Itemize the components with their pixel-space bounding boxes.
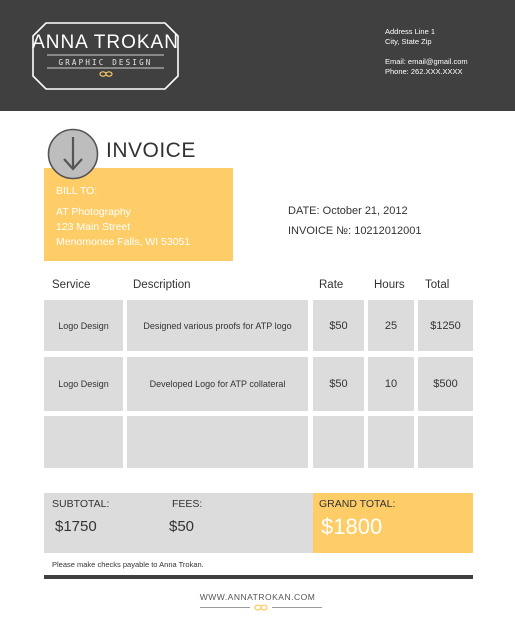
header-service: Service [52, 279, 91, 291]
document-title: INVOICE [106, 139, 196, 162]
row3-hours [368, 416, 414, 468]
header-band [0, 0, 515, 111]
address-line-1: Address Line 1 [385, 27, 436, 36]
invoice-number: INVOICE №: 10212012001 [288, 225, 422, 237]
grand-total-value: $1800 [321, 514, 383, 539]
row2-rate: $50 [313, 357, 364, 411]
logo-name: ANNA TROKAN [32, 32, 179, 53]
bill-to-company: AT Photography [56, 206, 131, 218]
row1-total: $1250 [418, 300, 473, 351]
row2-hours: 10 [368, 357, 414, 411]
row2-service: Logo Design [44, 357, 123, 411]
logo-tagline: GRAPHIC DESIGN [58, 58, 153, 67]
header-rate: Rate [319, 279, 344, 291]
infinity-icon [99, 71, 113, 77]
bill-to-city: Menomonee Falls, WI 53051 [56, 236, 191, 248]
contact-block [385, 27, 468, 77]
infinity-icon [254, 604, 268, 611]
bill-to-panel [44, 168, 233, 261]
website-link[interactable]: WWW.ANNATROKAN.COM [199, 592, 316, 602]
contact-email: Email: email@gmail.com [385, 57, 468, 66]
subtotal-label: SUBTOTAL: [52, 498, 110, 510]
fees-value: $50 [169, 518, 195, 535]
subtotal-value: $1750 [55, 518, 97, 535]
row1-description: Designed various proofs for ATP logo [127, 300, 308, 351]
row2-description: Developed Logo for ATP collateral [127, 357, 308, 411]
row2-total: $500 [418, 357, 473, 411]
row3-service [44, 416, 123, 468]
invoice-date: DATE: October 21, 2012 [288, 205, 408, 217]
footer-line-right [272, 607, 322, 608]
header-description: Description [133, 279, 191, 291]
arrow-down-icon [47, 128, 99, 180]
footer-rule [44, 575, 473, 579]
row3-description [127, 416, 308, 468]
address-line-2: City, State Zip [385, 37, 432, 46]
fees-label: FEES: [172, 498, 203, 510]
grand-total-label: GRAND TOTAL: [319, 498, 396, 510]
header-total: Total [425, 279, 450, 291]
payment-note: Please make checks payable to Anna Trokan. [52, 560, 204, 569]
row1-rate: $50 [313, 300, 364, 351]
footer-line-left [200, 607, 250, 608]
bill-to-street: 123 Main Street [56, 221, 131, 233]
row1-service: Logo Design [44, 300, 123, 351]
bill-to-label: BILL TO: [56, 185, 98, 197]
contact-phone: Phone: 262.XXX.XXXX [385, 67, 463, 76]
row3-rate [313, 416, 364, 468]
row3-total [418, 416, 473, 468]
row1-hours: 25 [368, 300, 414, 351]
header-hours: Hours [374, 279, 405, 291]
